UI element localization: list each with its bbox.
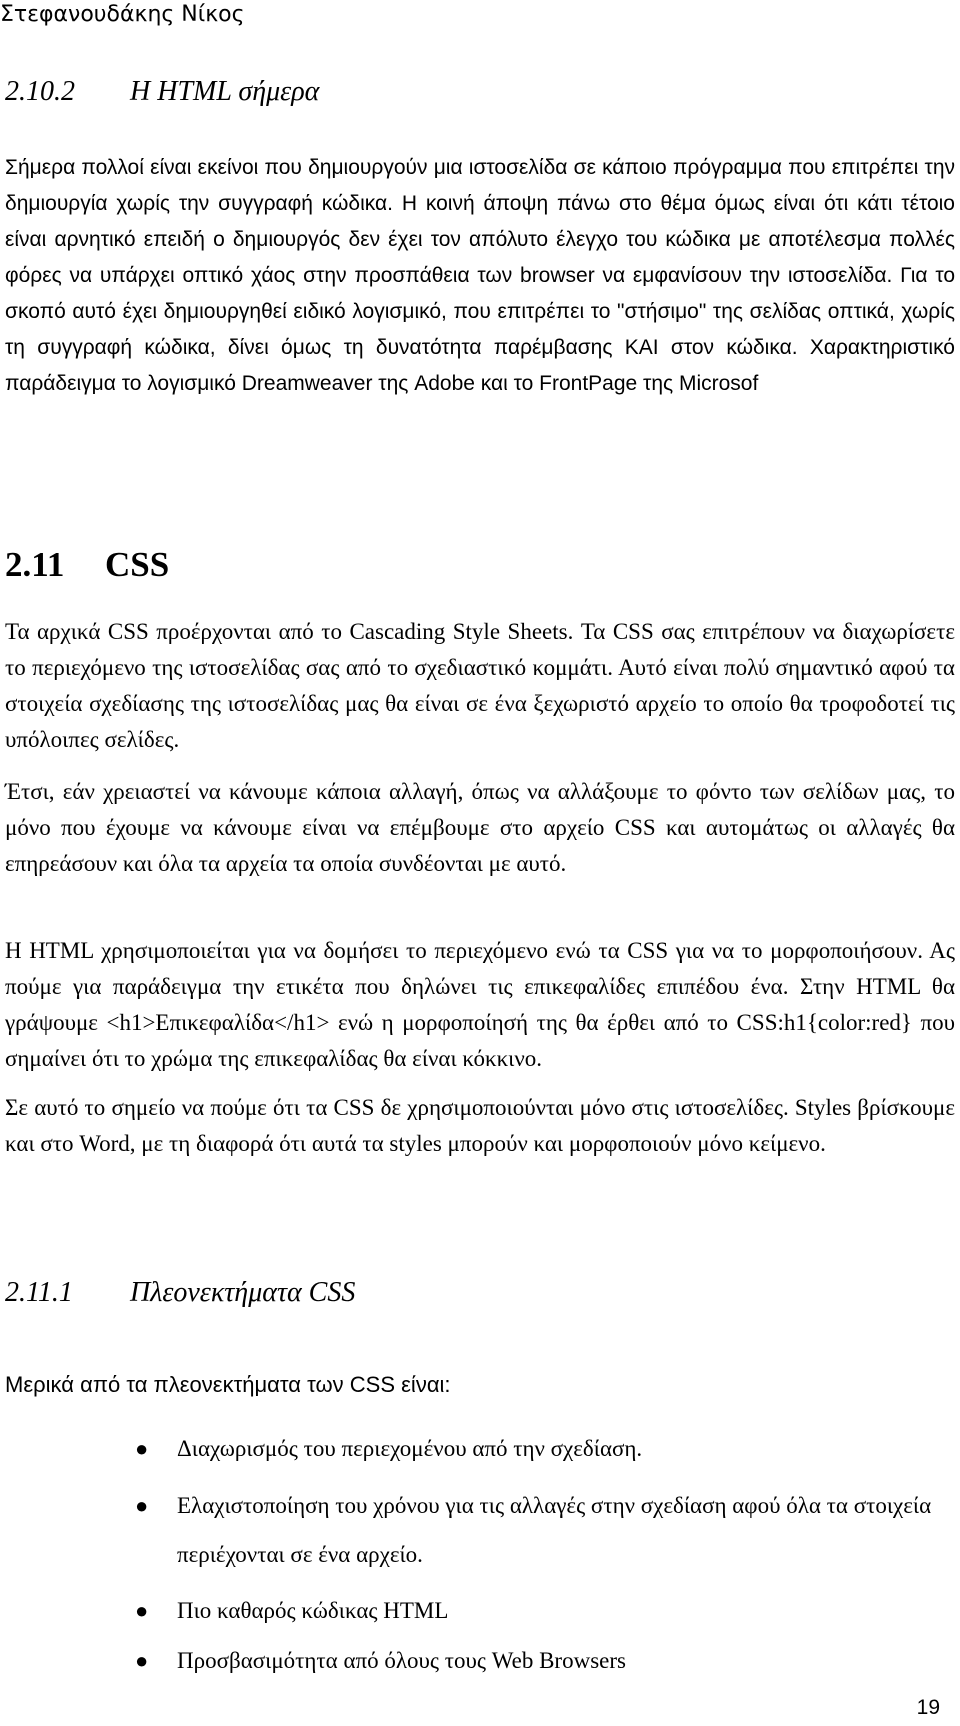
bullet-icon: ● [135,1648,149,1673]
section-number: 2.11.1 [5,1277,73,1308]
list-item [5,1481,955,1579]
running-header-author: Στεφανουδάκης Νίκος [0,2,245,27]
bullet-icon: ● [135,1493,149,1518]
list-item-text: Πιο καθαρός κώδικας HTML [177,1598,449,1623]
body-paragraph: Σε αυτό το σημείο να πούμε ότι τα CSS δε χρησιμοποιούνται μόνο στις ιστοσελίδες. Styles βρίσκουμε και στο Word, με τη διαφορά ότι αυτά τα styles μπορούν και μορφοποιούν μόνο κείμενο. [5,1095,955,1156]
list-item [5,1593,955,1629]
section-number: 2.11 [5,545,65,584]
list-intro: Μερικά από τα πλεονεκτήματα των CSS είναι: [5,1372,451,1397]
section-heading-2-10-2 [5,76,955,108]
section-heading-2-11-1 [5,1277,955,1309]
section-title: Πλεονεκτήματα CSS [130,1277,356,1308]
section-title: Η HTML σήμερα [130,76,320,107]
list-item [5,1431,955,1467]
body-paragraph: Έτσι, εάν χρειαστεί να κάνουμε κάποια αλλαγή, όπως να αλλάξουμε το φόντο των σελίδων μας, το μόνο που έχουμε να κάνουμε είναι να επέμβουμε στο αρχείο CSS και αυτομάτως οι αλλαγές θα επηρεάσουν και όλα τα αρχεία τα οποία συνδέονται με αυτό. [5,779,955,876]
list-item-text: Προσβασιμότητα από όλους τους Web Browsers [177,1648,626,1673]
body-paragraph: Σήμερα πολλοί είναι εκείνοι που δημιουργούν μια ιστοσελίδα σε κάποιο πρόγραμμα που επιτρέπει την δημιουργία χωρίς την συγγραφή κώδικα. Η κοινή άποψη πάνω στο θέμα όμως είναι ότι κάτι τέτοιο είναι αρνητικό επειδή ο δημιουργός δεν έχει τον απόλυτο έλεγχο του κώδικα με αποτέλεσμα πολλές φόρες να υπάρχει οπτικό χάος στην προσπάθεια των browser να εμφανίσουν την ιστοσελίδα. Για το σκοπό αυτό έχει δημιουργηθεί ειδικό λογισμικό, που επιτρέπει το "στήσιμο" της σελίδας οπτικά, χωρίς τη συγγραφή κώδικα, δίνει όμως τη δυνατότητα παρέμβασης ΚΑΙ στον κώδικα. Χαρακτηριστικό παράδειγμα το λογισμικό Dreamweaver της Adobe και το FrontPage της Microsof [5,156,955,395]
bullet-icon: ● [135,1598,149,1623]
section-title: CSS [105,545,170,584]
body-paragraph: Τα αρχικά CSS προέρχονται από το Cascading Style Sheets. Τα CSS σας επιτρέπουν να διαχωρίσετε το περιεχόμενο της ιστοσελίδας σας από το σχεδιαστικό κομμάτι. Αυτό είναι πολύ σημαντικό αφού τα στοιχεία σχεδίασης της ιστοσελίδας μας θα είναι σε ένα ξεχωριστό αρχείο το οποίο θα τροφοδοτεί τις υπόλοιπες σελίδες. [5,619,955,752]
list-item [5,1643,955,1679]
body-paragraph: Η HTML χρησιμοποιείται για να δομήσει το περιεχόμενο ενώ τα CSS για να το μορφοποιήσουν. Ας πούμε για παράδειγμα την ετικέτα που δηλώνει τις επικεφαλίδες επιπέδου ένα. Στην HTML θα γράψουμε <h1>Επικεφαλίδα</h1> ενώ η μορφοποίησή της θα έρθει από το CSS:h1{color:red} που σημαίνει ότι το χρώμα της επικεφαλίδας θα είναι κόκκινο. [5,938,955,1071]
list-item-text: Διαχωρισμός του περιεχομένου από την σχεδίαση. [177,1436,643,1461]
bullet-icon: ● [135,1436,149,1461]
advantages-list-container [5,1431,955,1679]
page-number: 19 [916,1696,940,1719]
list-item-text: Ελαχιστοποίηση του χρόνου για τις αλλαγές στην σχεδίαση αφού όλα τα στοιχεία περιέχονται σε ένα αρχείο. [177,1493,932,1567]
section-number: 2.10.2 [5,76,75,107]
advantages-list [5,1431,955,1679]
section-heading-2-11 [5,545,955,585]
